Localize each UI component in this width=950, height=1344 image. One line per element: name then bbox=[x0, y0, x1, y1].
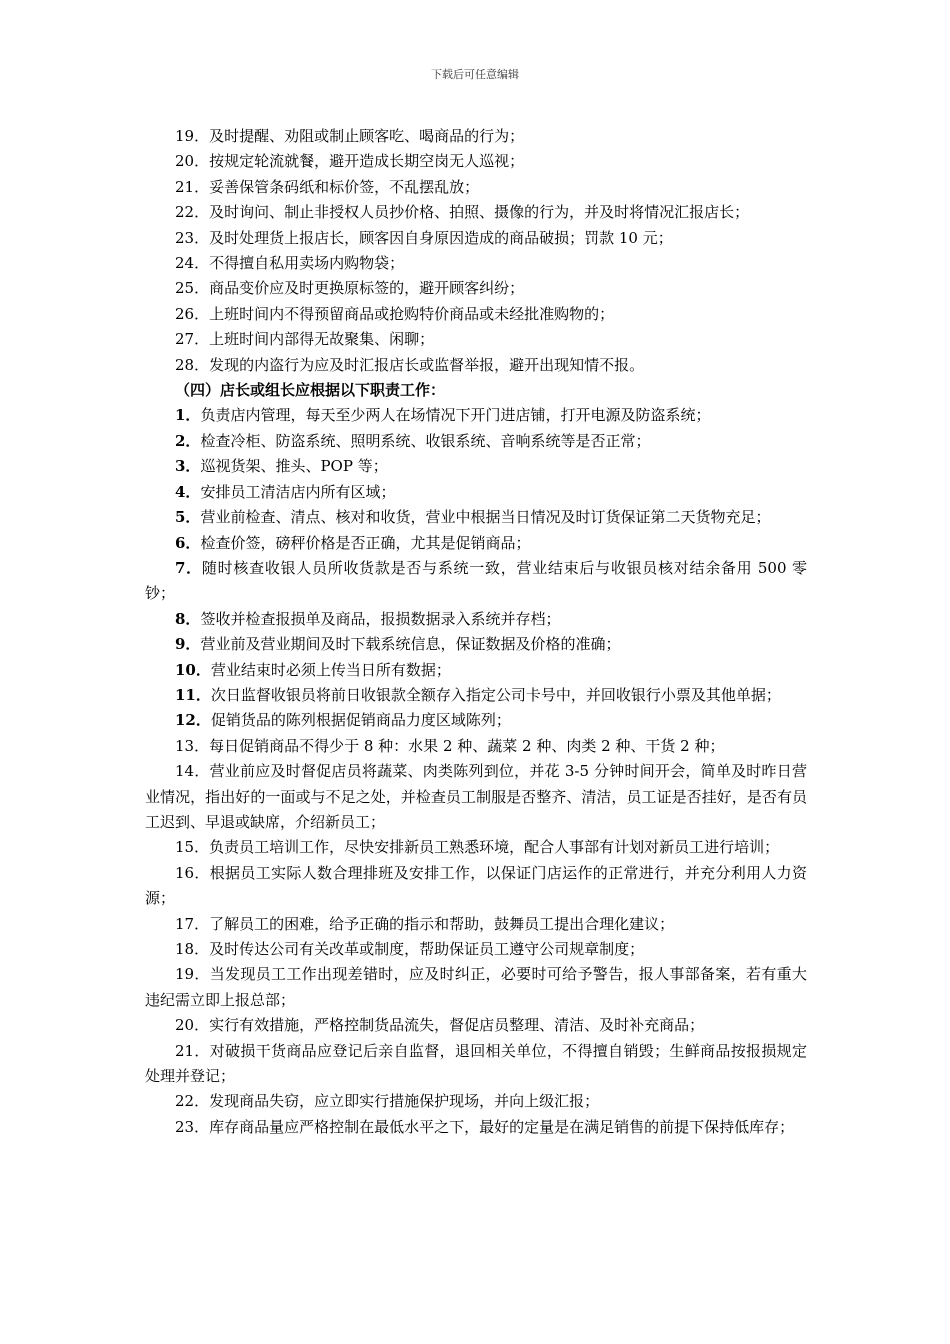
list-item bbox=[145, 531, 807, 556]
item-text: 对破损干货商品应登记后亲自监督，退回相关单位，不得擅自销毁；生鲜商品按报损规定处理并登记； bbox=[145, 1041, 807, 1086]
duties-list-manager bbox=[145, 734, 807, 1141]
item-number: 22． bbox=[175, 203, 210, 222]
item-text: 按规定轮流就餐，避开造成长期空岗无人巡视； bbox=[209, 152, 525, 171]
list-item bbox=[145, 327, 807, 352]
item-number: 28． bbox=[175, 355, 210, 374]
item-text: 及时提醒、劝阻或制止顾客吃、喝商品的行为； bbox=[209, 127, 525, 145]
list-item bbox=[145, 251, 807, 276]
item-text: 检查价签，磅秤价格是否正确，尤其是促销商品； bbox=[200, 533, 531, 552]
item-text: 次日监督收银员将前日收银款全额存入指定公司卡号中，并回收银行小票及其他单据； bbox=[210, 685, 781, 704]
item-text: 了解员工的困难，给予正确的指示和帮助，鼓舞员工提出合理化建议； bbox=[209, 914, 675, 933]
item-number: 1． bbox=[175, 406, 201, 425]
list-item bbox=[145, 683, 807, 708]
item-number: 3． bbox=[175, 457, 201, 476]
item-text: 上班时间内部得无故聚集、闲聊； bbox=[209, 330, 435, 349]
item-number: 26． bbox=[175, 304, 210, 323]
item-number: 19． bbox=[175, 127, 210, 145]
item-text: 不得擅自私用卖场内购物袋； bbox=[209, 254, 405, 273]
list-item bbox=[145, 861, 807, 912]
item-number: 22． bbox=[175, 1092, 210, 1111]
item-number: 23． bbox=[175, 228, 210, 247]
list-item bbox=[145, 276, 807, 301]
list-item bbox=[145, 759, 807, 835]
list-item bbox=[145, 1115, 807, 1140]
item-number: 14． bbox=[175, 762, 210, 781]
list-item bbox=[145, 607, 807, 632]
list-item bbox=[145, 149, 807, 174]
item-number: 4． bbox=[175, 482, 201, 501]
item-number: 15． bbox=[175, 838, 210, 857]
item-text: 每日促销商品不得少于 8 种：水果 2 种、蔬菜 2 种、肉类 2 种、干货 2 种； bbox=[209, 736, 725, 755]
section-heading: （四）店长或组长应根据以下职责工作： bbox=[175, 381, 446, 400]
item-number: 21． bbox=[175, 1041, 210, 1060]
item-text: 实行有效措施，严格控制货品流失，督促店员整理、清洁、及时补充商品； bbox=[209, 1016, 705, 1035]
item-text: 负责员工培训工作，尽快安排新员工熟悉环境，配合人事部有计划对新员工进行培训； bbox=[209, 838, 780, 857]
list-item bbox=[145, 962, 807, 1013]
item-text: 营业前应及时督促店员将蔬菜、肉类陈列到位，并花 3-5 分钟时间开会，简单及时昨日营业情况，指出好的一面或与不足之处，并检查员工制服是否整齐、清洁，员工证是否挂好，是否有员工迟到、早退或缺席，介绍新员工； bbox=[145, 762, 808, 831]
list-item bbox=[145, 1013, 807, 1038]
list-item bbox=[145, 200, 807, 225]
list-item bbox=[145, 937, 807, 962]
item-text: 营业前及营业期间及时下载系统信息，保证数据及价格的准确； bbox=[200, 635, 621, 654]
list-item bbox=[145, 556, 807, 607]
item-number: 6． bbox=[175, 533, 201, 552]
item-text: 妥善保管条码纸和标价签，不乱摆乱放； bbox=[209, 177, 480, 196]
list-item bbox=[145, 658, 807, 683]
item-number: 21． bbox=[175, 177, 210, 196]
item-number: 20． bbox=[175, 1016, 210, 1035]
item-text: 随时核查收银人员所收货款是否与系统一致，营业结束后与收银员核对结余备用 500 零钞； bbox=[145, 558, 808, 603]
list-item bbox=[145, 226, 807, 251]
item-text: 及时传达公司有关改革或制度，帮助保证员工遵守公司规章制度； bbox=[209, 940, 645, 958]
item-number: 27． bbox=[175, 330, 210, 349]
item-text: 负责店内管理，每天至少两人在场情况下开门进店铺，打开电源及防盗系统； bbox=[200, 406, 711, 425]
item-number: 17． bbox=[175, 914, 210, 933]
list-item bbox=[145, 708, 807, 733]
document-body bbox=[145, 124, 807, 1140]
item-number: 20． bbox=[175, 152, 210, 171]
list-item bbox=[145, 1089, 807, 1114]
item-text: 巡视货架、推头、POP 等； bbox=[200, 457, 388, 476]
item-text: 库存商品量应严格控制在最低水平之下，最好的定量是在满足销售的前提下保持低库存； bbox=[209, 1117, 795, 1136]
item-text: 及时处理货上报店长，顾客因自身原因造成的商品破损；罚款 10 元； bbox=[209, 228, 673, 247]
item-number: 16． bbox=[175, 863, 210, 882]
item-number: 13． bbox=[175, 736, 210, 755]
page-header: 下载后可任意编辑 bbox=[431, 68, 519, 81]
list-item bbox=[145, 454, 807, 479]
list-item bbox=[145, 429, 807, 454]
list-item bbox=[145, 403, 807, 428]
item-text: 根据员工实际人数合理排班及安排工作，以保证门店运作的正常进行，并充分利用人力资源； bbox=[145, 863, 807, 908]
item-text: 促销货品的陈列根据促销商品力度区域陈列； bbox=[210, 711, 511, 730]
item-text: 发现的内盗行为应及时汇报店长或监督举报，避开出现知情不报。 bbox=[209, 355, 645, 374]
item-number: 19． bbox=[175, 965, 210, 984]
item-number: 9． bbox=[175, 635, 201, 654]
item-text: 营业前检查、清点、核对和收货，营业中根据当日情况及时订货保证第二天货物充足； bbox=[200, 508, 771, 527]
list-item bbox=[145, 734, 807, 759]
item-number: 18． bbox=[175, 940, 210, 958]
item-text: 营业结束时必须上传当日所有数据； bbox=[210, 660, 451, 679]
list-item bbox=[145, 632, 807, 657]
duties-list-staff bbox=[145, 124, 807, 378]
item-number: 11． bbox=[175, 685, 211, 704]
item-number: 12． bbox=[175, 711, 211, 730]
item-number: 25． bbox=[175, 279, 210, 298]
item-number: 24． bbox=[175, 254, 210, 273]
item-number: 23． bbox=[175, 1117, 210, 1136]
item-number: 5． bbox=[175, 508, 201, 527]
list-item bbox=[145, 912, 807, 937]
list-item bbox=[145, 835, 807, 860]
item-text: 发现商品失窃，应立即实行措施保护现场，并向上级汇报； bbox=[209, 1092, 600, 1111]
item-text: 商品变价应及时更换原标签的，避开顾客纠纷； bbox=[209, 279, 525, 298]
item-text: 安排员工清洁店内所有区域； bbox=[200, 482, 396, 501]
list-item bbox=[145, 175, 807, 200]
item-text: 上班时间内不得预留商品或抢购特价商品或未经批准购物的； bbox=[209, 304, 615, 323]
item-number: 7． bbox=[175, 558, 202, 577]
duties-list-manager-bold bbox=[145, 403, 807, 733]
list-item bbox=[145, 505, 807, 530]
list-item bbox=[145, 480, 807, 505]
list-item bbox=[145, 1039, 807, 1090]
list-item bbox=[145, 353, 807, 378]
list-item bbox=[145, 302, 807, 327]
item-text: 检查冷柜、防盗系统、照明系统、收银系统、音响系统等是否正常； bbox=[200, 431, 651, 450]
item-text: 及时询问、制止非授权人员抄价格、拍照、摄像的行为，并及时将情况汇报店长； bbox=[209, 203, 750, 222]
item-number: 10． bbox=[175, 660, 211, 679]
list-item bbox=[145, 124, 807, 149]
item-text: 当发现员工工作出现差错时，应及时纠正，必要时可给予警告，报人事部备案，若有重大违纪需立即上报总部； bbox=[145, 965, 807, 1009]
item-number: 8． bbox=[175, 609, 201, 628]
item-text: 签收并检查报损单及商品，报损数据录入系统并存档； bbox=[200, 609, 561, 628]
item-number: 2． bbox=[175, 431, 201, 450]
